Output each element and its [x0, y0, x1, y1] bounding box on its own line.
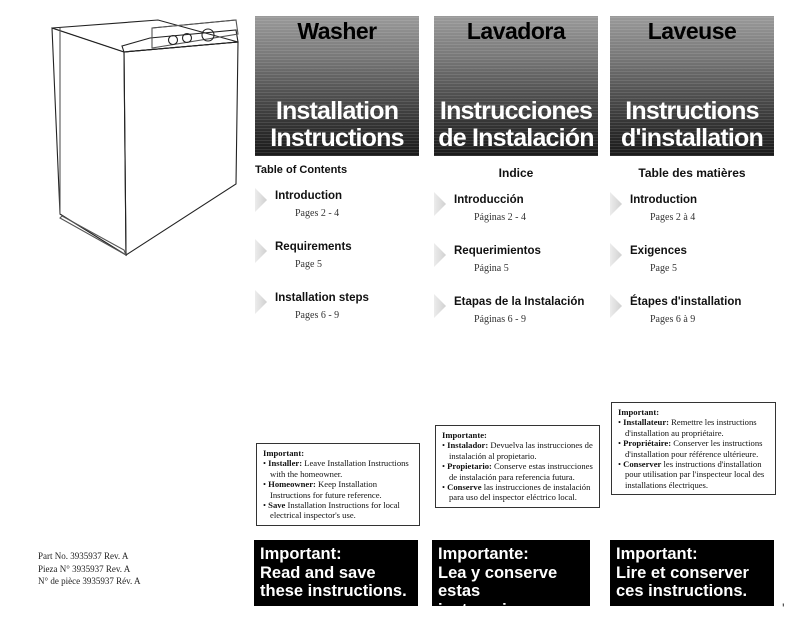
- toc-item-pages: Páginas 6 - 9: [474, 314, 526, 325]
- part-number-line: N° de pièce 3935937 Rév. A: [38, 576, 141, 586]
- header-banner: [610, 16, 774, 156]
- toc-heading: Indice: [498, 166, 534, 180]
- note-title: Important:: [263, 448, 305, 458]
- important-note-spanish: [435, 425, 600, 508]
- toc-item-pages: Pages 6 - 9: [295, 310, 340, 321]
- banner-line: Important:: [260, 545, 342, 563]
- toc-item-requirements: [255, 233, 419, 278]
- header-word: Lavadora: [466, 18, 566, 44]
- part-number-line: Part No. 3935937 Rev. A: [38, 551, 129, 561]
- arrow-icon: [434, 243, 446, 267]
- toc-item-pages: Páginas 2 - 4: [474, 212, 526, 223]
- toc-item-label: Exigences: [630, 245, 687, 257]
- toc-item-pages: Page 5: [650, 263, 677, 274]
- toc-item-etapas: [434, 288, 598, 333]
- toc-item-exigences: [610, 237, 774, 282]
- toc-item-label: Etapas de la Instalación: [454, 296, 585, 308]
- important-banner-english: [254, 540, 418, 606]
- header-word: Laveuse: [647, 18, 737, 44]
- toc-item-label: Étapes d'installation: [630, 296, 742, 308]
- banner-line: Importante:: [438, 545, 529, 563]
- toc-item-pages: Página 5: [474, 263, 509, 274]
- toc-item-pages: Pages 2 à 4: [650, 212, 696, 223]
- arrow-icon: [610, 294, 622, 318]
- arrow-icon: [434, 294, 446, 318]
- toc-item-pages: Pages 6 à 9: [650, 314, 696, 325]
- header-title: [434, 98, 598, 152]
- note-item: • Installer: Leave Installation Instructions with the homeowner.: [263, 458, 409, 479]
- toc-item-introduction: [255, 182, 419, 227]
- note-item: • Conserver les instructions d'installation pour utilisation par l'inspecteur local des installations électriques.: [618, 459, 765, 490]
- toc-item-label: Introduction: [630, 194, 698, 206]
- washer-illustration: [40, 18, 245, 260]
- note-title: Important:: [618, 407, 660, 417]
- arrow-icon: [610, 243, 622, 267]
- arrow-icon: [434, 192, 446, 216]
- important-banner-french: [610, 540, 774, 606]
- arrow-icon: [255, 239, 267, 263]
- part-number-line: Pieza N° 3935937 Rev. A: [38, 563, 131, 574]
- note-title: Importante:: [442, 430, 487, 440]
- toc-item-label: Introducción: [454, 194, 524, 206]
- toc-item-label: Introduction: [275, 190, 343, 202]
- toc-item-etapes: [610, 288, 774, 333]
- column-spanish: [434, 16, 598, 333]
- header-word: Washer: [297, 18, 377, 44]
- toc-item-label: Requirements: [275, 241, 352, 253]
- column-english: [255, 16, 419, 329]
- toc-heading: Table des matières: [638, 166, 746, 180]
- header-title-line-2: d'installation: [621, 124, 763, 152]
- note-item: • Installateur: Remettre les instructions d'installation au propriétaire.: [618, 417, 757, 438]
- banner-line: Read and save: [260, 563, 376, 582]
- toc-item-label: Installation steps: [275, 292, 369, 304]
- note-item: • Save Installation Instructions for local electrical inspector's use.: [263, 500, 400, 521]
- header-banner: [434, 16, 598, 156]
- toc-item-pages: Page 5: [295, 259, 322, 270]
- important-note-french: [611, 402, 776, 495]
- header-title: [610, 98, 774, 152]
- note-item: • Propriétaire: Conserver les instructions d'installation pour référence ultérieure.: [618, 438, 763, 459]
- toc-item-label: Requerimientos: [454, 245, 541, 257]
- banner-line: these instructions.: [260, 582, 407, 600]
- banner-line: Lea y conserve: [438, 563, 558, 582]
- header-title-line-2: de Instalación: [438, 124, 594, 152]
- header-title-line-1: Instrucciones: [439, 97, 593, 125]
- important-note-english: [256, 443, 420, 526]
- part-numbers: [38, 550, 141, 588]
- header-title-line-1: Installation: [275, 97, 399, 125]
- toc-heading: Table of Contents: [255, 164, 348, 176]
- arrow-icon: [255, 290, 267, 314]
- toc-item-introduccion: [434, 186, 598, 231]
- note-item: • Conserve las instrucciones de instalación para uso del inspector eléctrico local.: [442, 482, 591, 503]
- header-banner: [255, 16, 419, 156]
- banner-line: ces instructions.: [616, 582, 748, 600]
- header-title: [255, 98, 419, 152]
- toc-item-pages: Pages 2 - 4: [295, 208, 340, 219]
- header-title-line-1: Instructions: [625, 97, 759, 125]
- toc-item-requerimientos: [434, 237, 598, 282]
- column-french: [610, 16, 774, 333]
- note-item: • Instalador: Devuelva las instrucciones de instalación al propietario.: [442, 440, 593, 461]
- banner-line: estas instrucciones.: [438, 582, 550, 619]
- arrow-icon: [255, 188, 267, 212]
- banner-line: Important:: [616, 545, 698, 563]
- toc-item-installation-steps: [255, 284, 419, 329]
- header-title-line-2: Instructions: [270, 124, 404, 152]
- toc-item-introduction-fr: [610, 186, 774, 231]
- corner-mark: ': [782, 600, 785, 616]
- note-item: • Homeowner: Keep Installation Instructions for future reference.: [263, 479, 382, 500]
- note-item: • Propietario: Conserve estas instrucciones de instalación para referencia futura.: [442, 461, 593, 482]
- important-banner-spanish: [432, 540, 590, 619]
- arrow-icon: [610, 192, 622, 216]
- banner-line: Lire et conserver: [616, 563, 749, 582]
